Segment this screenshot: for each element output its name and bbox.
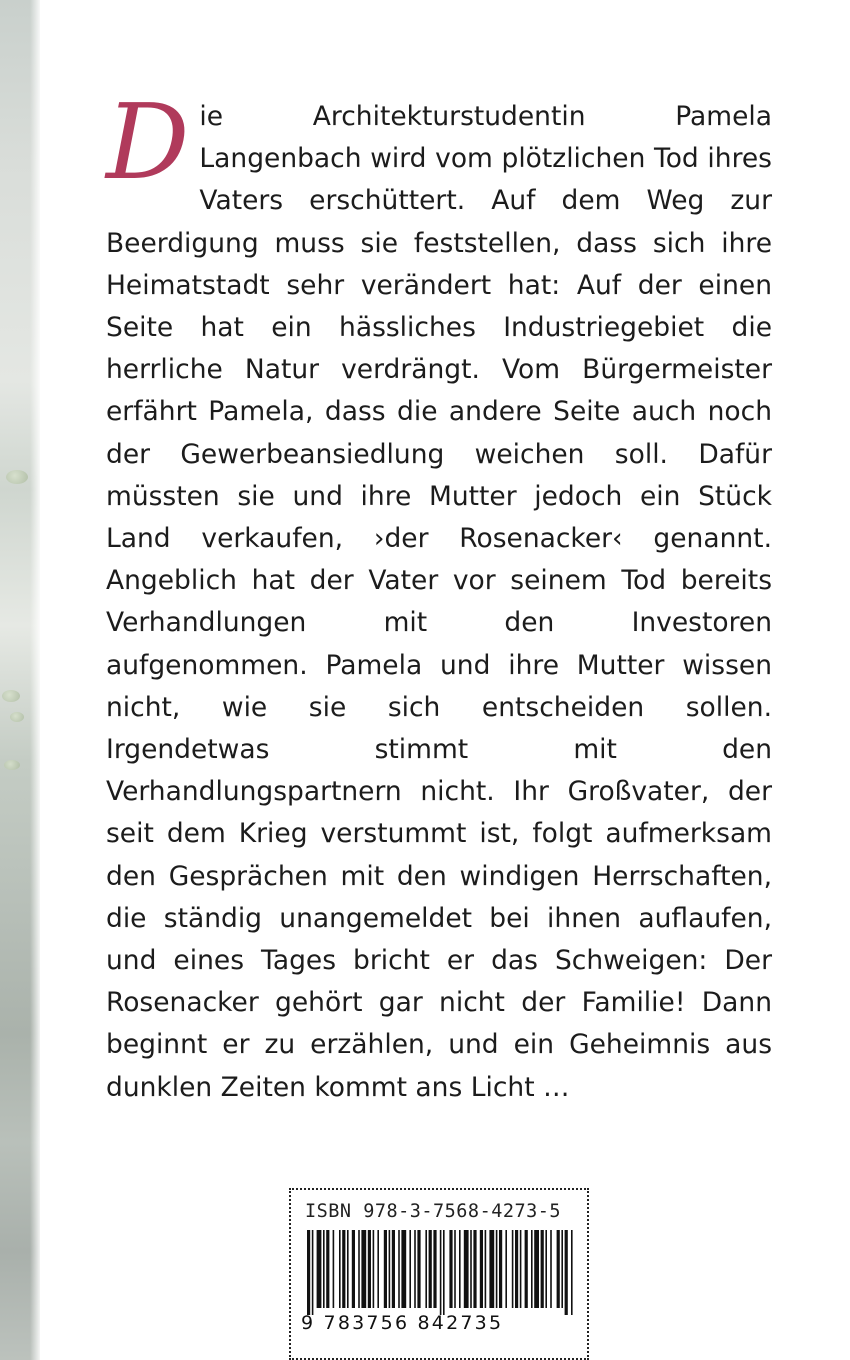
barcode-bar	[326, 1230, 329, 1308]
barcode-bar	[414, 1230, 416, 1308]
barcode-graphic	[305, 1230, 573, 1315]
barcode-bar	[545, 1230, 547, 1308]
barcode-bar	[342, 1230, 345, 1308]
barcode-bar	[512, 1230, 514, 1308]
blurb-text: ie Architekturstudentin Pamela Langenbach wird vom plötzlichen Tod ihres Vaters erschüttert. Auf dem Weg zur Beerdigung muss sie feststellen, dass sich ihre Heimatstadt sehr verändert hat: Auf der einen Seite hat ein hässliches Industriegebiet die herrliche Natur verdrängt. Vom Bürgermeister erfährt Pamela, dass die andere Seite auch noch der Gewerbeansiedlung weichen soll. Dafür müssten sie und ihre Mutter jedoch ein Stück Land verkaufen, ›der Rosenacker‹ genannt. Angeblich hat der Vater vor seinem Tod bereits Verhandlungen mit den Investoren aufgenommen. Pamela und ihre Mutter wissen nicht, wie sie sich entscheiden sollen. Irgendetwas stimmt mit den Verhandlungspartnern nicht. Ihr Großvater, der seit dem Krieg verstummt ist, folgt aufmerksam den Gesprächen mit den windigen Herrschaften, die ständig unangemeldet bei ihnen auflaufen, und eines Tages bricht er das Schweigen: Der Rosenacker gehört gar nicht der Familie! Dann beginnt er zu erzählen, und ein Geheimnis aus dunklen Zeiten kommt ans Licht …	[106, 101, 772, 1103]
barcode-bar	[480, 1230, 483, 1308]
barcode-bar	[550, 1230, 552, 1308]
barcode-bar	[352, 1230, 355, 1308]
barcode-bar	[323, 1230, 325, 1308]
barcode-bar	[377, 1230, 379, 1308]
barcode-bar	[515, 1230, 518, 1308]
barcode-bar	[454, 1230, 456, 1308]
barcode-bar	[409, 1230, 411, 1308]
barcode-bar	[561, 1230, 563, 1308]
barcode-bar	[505, 1230, 507, 1308]
barcode-bar	[496, 1230, 498, 1308]
barcode-bar	[449, 1230, 452, 1308]
barcode-bar	[499, 1230, 502, 1308]
barcode-bar	[541, 1230, 544, 1308]
leaf-decoration	[4, 760, 20, 770]
barcode-bar	[425, 1230, 427, 1308]
barcode-bar	[557, 1230, 560, 1308]
barcode-bar	[571, 1230, 573, 1315]
leaf-decoration	[10, 712, 24, 722]
back-cover-blurb	[106, 81, 772, 1109]
barcode-bar	[417, 1230, 420, 1308]
barcode-bar	[358, 1230, 360, 1308]
barcode-bar	[339, 1230, 341, 1308]
isbn-label: ISBN 978-3-7568-4273-5	[305, 1201, 562, 1222]
barcode-bar	[392, 1230, 395, 1308]
barcode-bar	[459, 1230, 461, 1308]
leaf-decoration	[6, 470, 28, 484]
barcode-bar	[464, 1230, 469, 1308]
barcode-digits: 9 783756 842735	[301, 1312, 504, 1334]
barcode-bar	[373, 1230, 375, 1308]
leaf-decoration	[2, 690, 20, 702]
barcode-bar	[534, 1230, 539, 1308]
drop-cap: D	[106, 81, 190, 203]
barcode-bar	[525, 1230, 528, 1308]
barcode-bar	[531, 1230, 533, 1308]
barcode-bar	[384, 1230, 387, 1308]
cover-photo-strip	[0, 0, 40, 1360]
barcode-bar	[473, 1230, 476, 1308]
barcode-bar	[398, 1230, 400, 1308]
barcode-bar	[368, 1230, 371, 1308]
barcode-bar	[347, 1230, 349, 1308]
barcode-bar	[389, 1230, 391, 1308]
barcode-bar	[429, 1230, 432, 1308]
barcode-bar	[312, 1230, 314, 1315]
barcode-bar	[489, 1230, 494, 1308]
barcode-bar	[440, 1230, 442, 1315]
barcode-bar	[307, 1230, 310, 1315]
barcode-bar	[317, 1230, 322, 1308]
barcode-bar	[433, 1230, 436, 1308]
barcode-bar	[520, 1230, 522, 1308]
barcode-bar	[333, 1230, 335, 1308]
barcode-bar	[401, 1230, 406, 1308]
isbn-barcode-box	[289, 1188, 589, 1360]
barcode-bar	[565, 1230, 568, 1315]
barcode-bar	[485, 1230, 487, 1308]
barcode-bar	[361, 1230, 366, 1308]
barcode-bar	[443, 1230, 445, 1315]
barcode-bar	[470, 1230, 472, 1308]
